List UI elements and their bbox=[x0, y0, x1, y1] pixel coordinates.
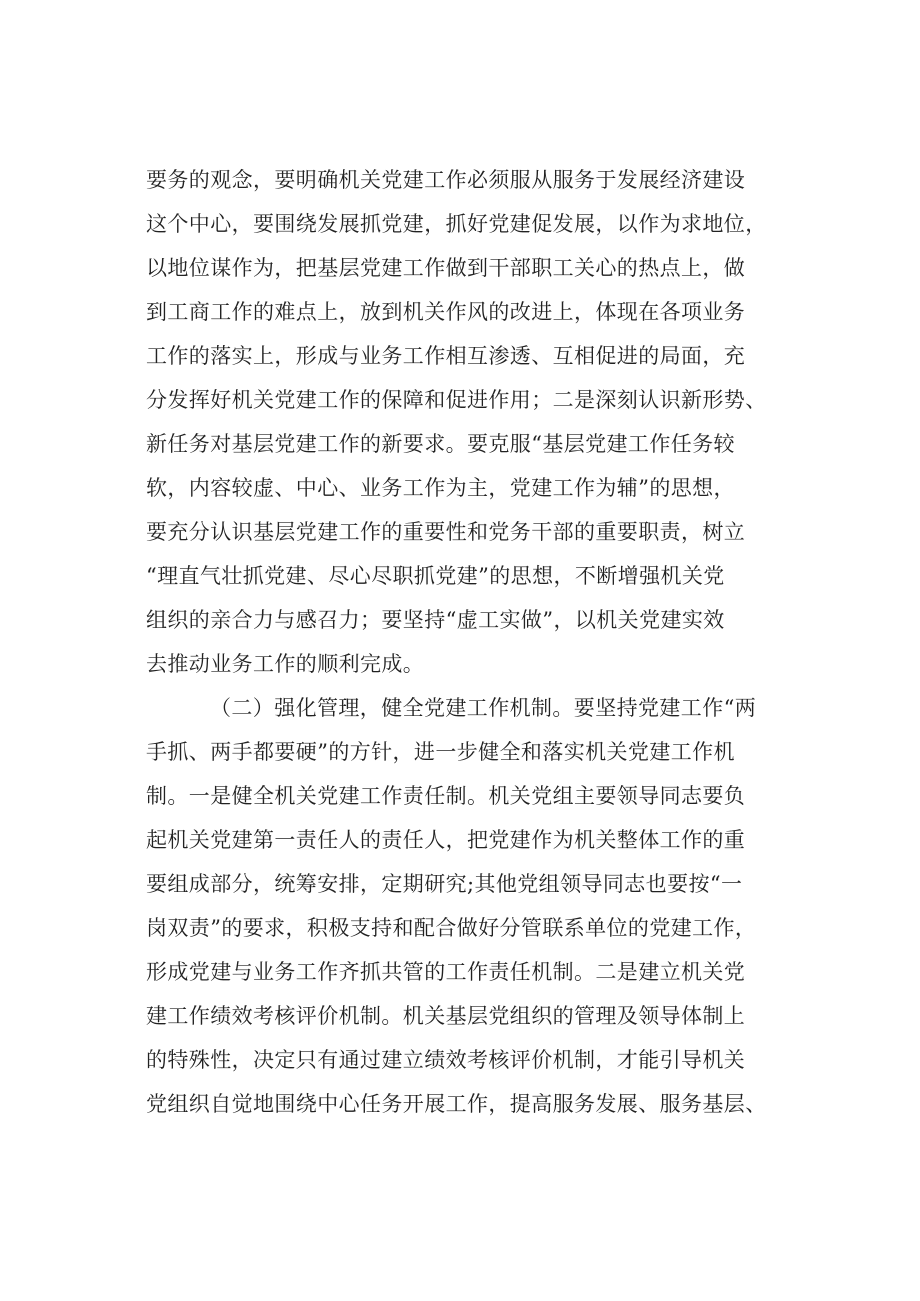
text-line: 岗双责”的要求，积极支持和配合做好分管联系单位的党建工作， bbox=[146, 916, 757, 940]
text-line: 这个中心，要围绕发展抓党建，抓好党建促发展，以作为求地位， bbox=[146, 212, 767, 236]
text-line: 手抓、两手都要硬”的方针，进一步健全和落实机关党建工作机 bbox=[146, 740, 735, 764]
text-line: 制。一是健全机关党建工作责任制。机关党组主要领导同志要负 bbox=[146, 784, 746, 808]
text-line: 新任务对基层党建工作的新要求。要克服“基层党建工作任务较 bbox=[146, 432, 735, 456]
text-line: 分发挥好机关党建工作的保障和促进作用；二是深刻认识新形势、 bbox=[146, 388, 767, 412]
section-heading-line: （二）强化管理，健全党建工作机制。要坚持党建工作“两 bbox=[210, 696, 757, 720]
text-line: 要充分认识基层党建工作的重要性和党务干部的重要职责，树立 bbox=[146, 520, 746, 544]
text-line: 要务的观念，要明确机关党建工作必须服从服务于发展经济建设 bbox=[146, 168, 746, 192]
text-line: 建工作绩效考核评价机制。机关基层党组织的管理及领导体制上 bbox=[146, 1004, 746, 1028]
text-line: 要组成部分，统筹安排，定期研究;其他党组领导同志也要按“一 bbox=[146, 872, 743, 896]
text-line: 以地位谋作为，把基层党建工作做到干部职工关心的热点上，做 bbox=[146, 256, 746, 280]
text-line: 党组织自觉地围绕中心任务开展工作，提高服务发展、服务基层、 bbox=[146, 1092, 767, 1116]
text-line: 去推动业务工作的顺利完成。 bbox=[146, 652, 425, 676]
text-line: 组织的亲合力与感召力；要坚持“虚工实做”，以机关党建实效 bbox=[146, 608, 725, 632]
text-line: 工作的落实上，形成与业务工作相互渗透、互相促进的局面，充 bbox=[146, 344, 746, 368]
text-line: 起机关党建第一责任人的责任人，把党建作为机关整体工作的重 bbox=[146, 828, 746, 852]
body-text bbox=[146, 158, 826, 1126]
text-line: 的特殊性，决定只有通过建立绩效考核评价机制，才能引导机关 bbox=[146, 1048, 746, 1072]
text-line: 到工商工作的难点上，放到机关作风的改进上，体现在各项业务 bbox=[146, 300, 746, 324]
text-line: 软，内容较虚、中心、业务工作为主，党建工作为辅”的思想， bbox=[146, 476, 735, 500]
text-line: “理直气壮抓党建、尽心尽职抓党建”的思想，不断增强机关党 bbox=[146, 564, 725, 588]
text-line: 形成党建与业务工作齐抓共管的工作责任机制。二是建立机关党 bbox=[146, 960, 746, 984]
